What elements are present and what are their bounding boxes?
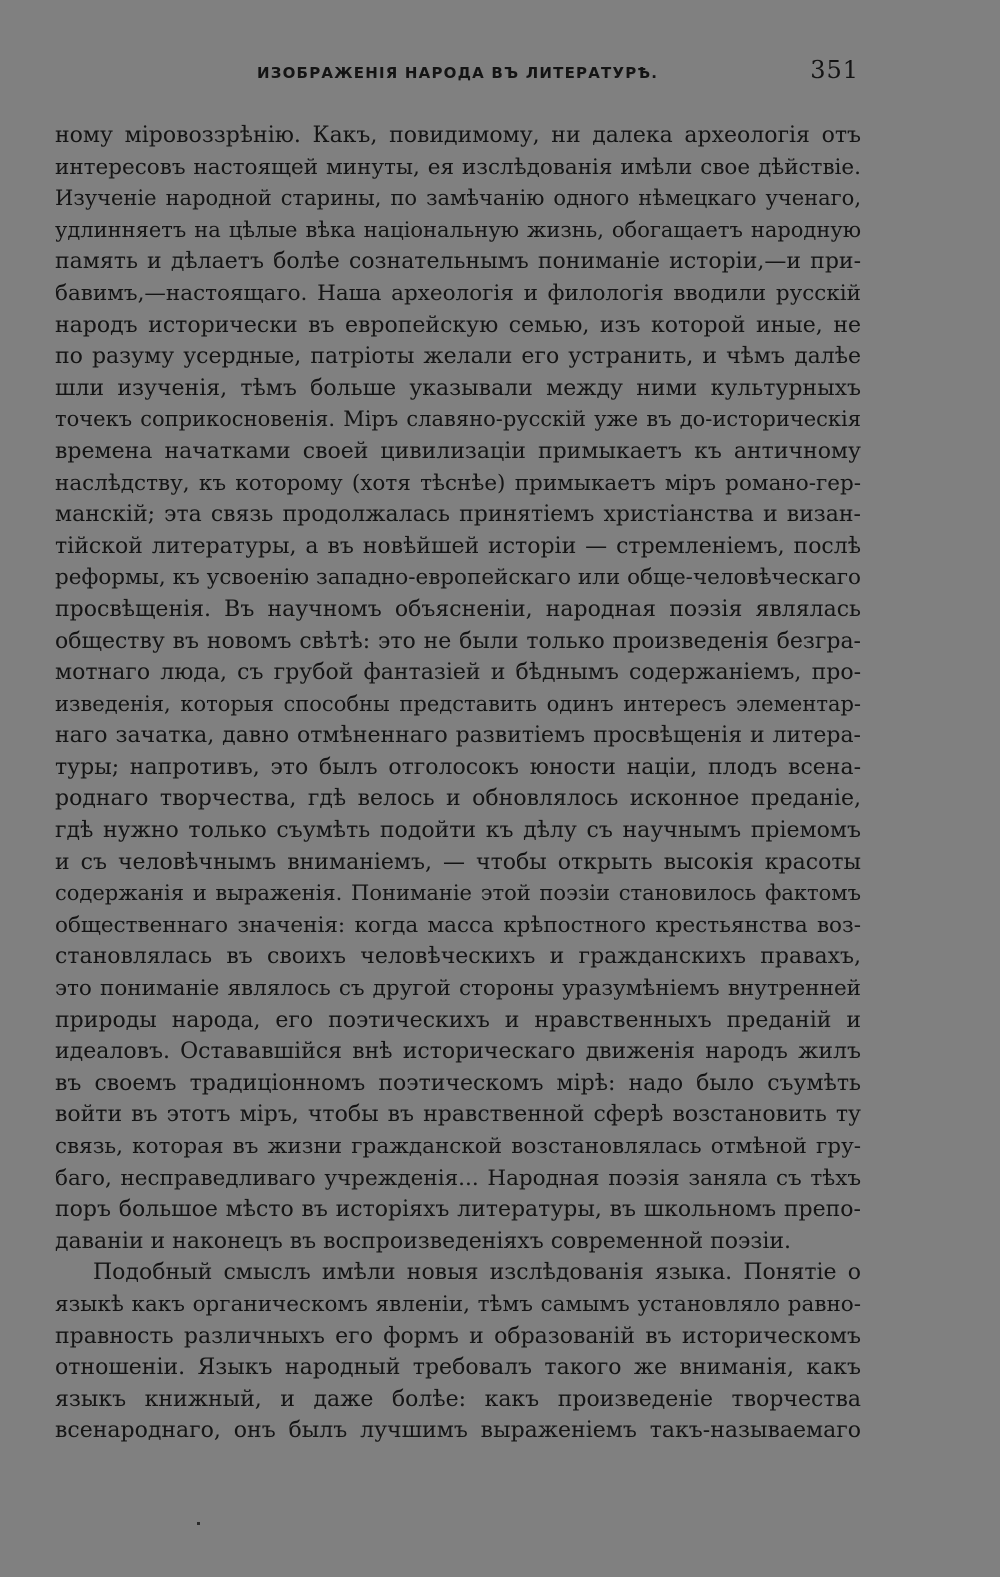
text-line: Подобный смыслъ имѣли новыя изслѣдованія языка. Понятіе о <box>93 1260 861 1286</box>
text-line: шли изученія, тѣмъ больше указывали между ними культурныхъ <box>55 375 861 401</box>
text-line: въ своемъ традиціонномъ поэтическомъ мірѣ: надо было съумѣть <box>55 1070 861 1096</box>
text-line: точекъ соприкосновенія. Міръ славяно-русскій уже въ до-историческія <box>55 407 861 432</box>
text-line: мотнаго люда, съ грубой фантазіей и бѣднымъ содержаніемъ, про- <box>55 660 861 686</box>
text-line: по разуму усердные, патріоты желали его устранить, и чѣмъ далѣе <box>55 344 861 370</box>
book-page <box>55 52 861 1447</box>
text-line: реформы, къ усвоенію западно-европейскаго или обще-человѣческаго <box>55 565 861 591</box>
text-line: языкѣ какъ органическомъ явленіи, тѣмъ самымъ установляло равно- <box>55 1291 861 1317</box>
text-line: всенароднаго, онъ былъ лучшимъ выраженіемъ такъ-называемаго <box>55 1418 861 1444</box>
running-head <box>55 52 861 98</box>
text-line: бавимъ,—настоящаго. Наша археологія и филологія вводили русскій <box>55 280 861 306</box>
text-line: наго зачатка, давно отмѣненнаго развитіемъ просвѣщенія и литера- <box>55 723 861 749</box>
paragraph <box>55 1257 861 1447</box>
text-line: манскій; эта связь продолжалась принятіемъ христіанства и визан- <box>55 502 861 528</box>
text-line: гдѣ нужно только съумѣть подойти къ дѣлу съ научнымъ пріемомъ <box>55 818 861 844</box>
text-line: просвѣщенія. Въ научномъ объясненіи, народная поэзія являлась <box>55 596 861 622</box>
text-line: даваніи и наконецъ въ воспроизведеніяхъ современной поэзіи. <box>55 1228 792 1254</box>
text-line: связь, которая въ жизни гражданской возстановлялась отмѣной гру- <box>55 1134 861 1159</box>
text-line: баго, несправедливаго учрежденія... Народная поэзія заняла съ тѣхъ <box>55 1165 861 1191</box>
text-line: отношеніи. Языкъ народный требовалъ такого же вниманія, какъ <box>55 1355 861 1381</box>
text-line: войти въ этотъ міръ, чтобы въ нравственной сферѣ возстановить ту <box>55 1102 861 1128</box>
print-speck <box>197 1522 200 1525</box>
text-line: тійской литературы, а въ новѣйшей исторіи — стремленіемъ, послѣ <box>55 533 861 559</box>
text-line: это пониманіе являлось съ другой стороны уразумѣніемъ внутренней <box>55 976 861 1002</box>
text-line: языкъ книжный, и даже болѣе: какъ произведеніе творчества <box>55 1386 861 1412</box>
text-line: природы народа, его поэтическихъ и нравственныхъ преданій и <box>55 1007 861 1033</box>
page-number: 351 <box>810 56 859 84</box>
text-line: интересовъ настоящей минуты, ея изслѣдованія имѣли свое дѣйствіе. <box>55 154 861 180</box>
running-title: ИЗОБРАЖЕНІЯ НАРОДА ВЪ ЛИТЕРАТУРѢ. <box>257 64 659 82</box>
text-line: общественнаго значенія: когда масса крѣпостного крестьянства воз- <box>55 912 861 938</box>
text-line: правность различныхъ его формъ и образованій въ историческомъ <box>55 1323 861 1349</box>
text-line: и съ человѣчнымъ вниманіемъ, — чтобы открыть высокія красоты <box>55 849 861 875</box>
text-line: идеаловъ. Остававшійся внѣ историческаго движенія народъ жилъ <box>55 1039 861 1065</box>
text-line: народъ исторически въ европейскую семью, изъ которой иные, не <box>55 312 861 338</box>
text-line: роднаго творчества, гдѣ велось и обновлялось исконное преданіе, <box>55 786 861 812</box>
text-line: Изученіе народной старины, по замѣчанію одного нѣмецкаго ученаго, <box>55 186 861 211</box>
paragraph <box>55 120 861 1257</box>
text-line: содержанія и выраженія. Пониманіе этой поэзіи становилось фактомъ <box>55 881 861 906</box>
text-line: поръ большое мѣсто въ исторіяхъ литературы, въ школьномъ препо- <box>55 1197 861 1223</box>
text-line: изведенія, которыя способны представить одинъ интересъ элементар- <box>55 691 861 716</box>
body-text <box>55 120 861 1447</box>
text-line: ному міровоззрѣнію. Какъ, повидимому, ни далека археологія отъ <box>55 123 861 148</box>
text-line: времена начатками своей цивилизаціи примыкаетъ къ античному <box>55 438 861 464</box>
text-line: память и дѣлаетъ болѣе сознательнымъ пониманіе исторіи,—и при- <box>55 249 861 275</box>
text-line: наслѣдству, къ которому (хотя тѣснѣе) примыкаетъ міръ романо-гер- <box>55 470 861 496</box>
text-line: туры; напротивъ, это былъ отголосокъ юности націи, плодъ всена- <box>55 754 861 780</box>
text-line: обществу въ новомъ свѣтѣ: это не были только произведенія безгра- <box>55 628 861 654</box>
text-line: удлинняетъ на цѣлые вѣка національную жизнь, обогащаетъ народную <box>55 217 861 242</box>
text-line: становлялась въ своихъ человѣческихъ и гражданскихъ правахъ, <box>55 944 861 970</box>
